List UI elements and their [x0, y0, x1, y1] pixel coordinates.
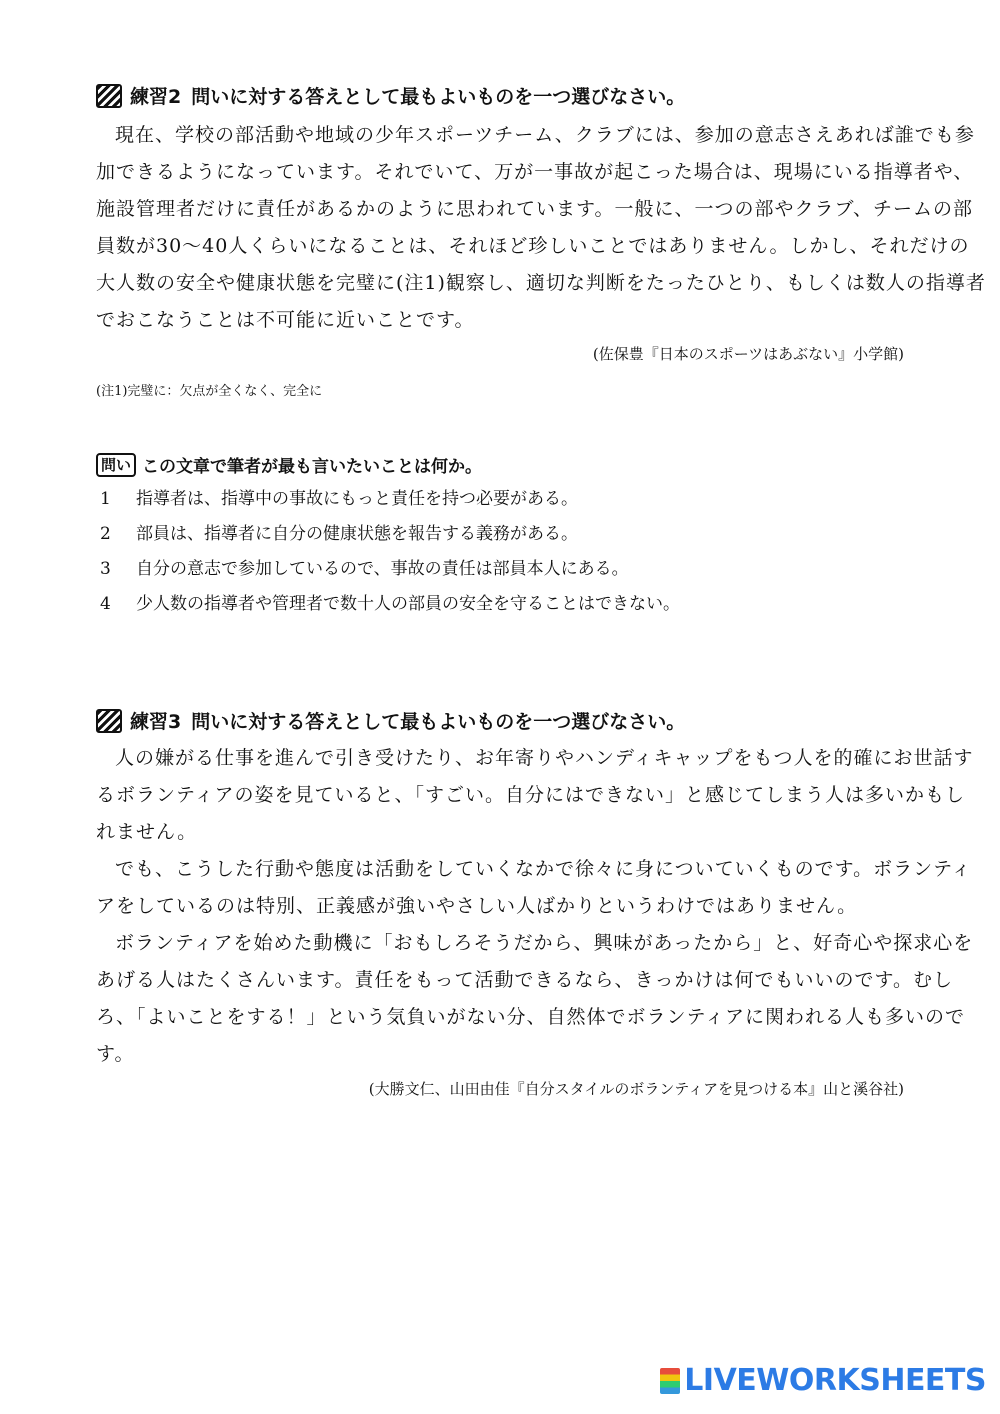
choice-item[interactable] — [96, 517, 680, 552]
exercise-hatch-icon — [96, 84, 122, 108]
logo-text: LIVEWORKSHEETS — [684, 1363, 986, 1398]
passage-line: 施設管理者だけに責任があるかのように思われています。一般に、一つの部やクラブ、チームの部 — [96, 198, 973, 220]
choice-text: 部員は、指導者に自分の健康状態を報告する義務がある。 — [136, 524, 578, 544]
choice-item[interactable] — [96, 552, 680, 587]
passage-line: るボランティアの姿を見ていると、「すごい。自分にはできない」と感じてしまう人は多いかもし — [96, 784, 965, 806]
exercise2-instruction: 問いに対する答えとして最もよいものを一つ選びなさい。 — [191, 86, 686, 108]
passage-line: 人の嫌がる仕事を進んで引き受けたり、お年寄りやハンディキャップをもつ人を的確にお世話す — [115, 747, 974, 769]
choice-text: 指導者は、指導中の事故にもっと責任を持つ必要がある。 — [136, 489, 578, 509]
exercise2-source: (佐保豊『日本のスポーツはあぶない』小学館) — [592, 345, 904, 363]
question-label: 問い — [96, 453, 136, 477]
choice-number: 1 — [100, 489, 111, 509]
passage-line: れません。 — [96, 821, 198, 843]
exercise-hatch-icon — [96, 709, 122, 733]
exercise3-instruction: 問いに対する答えとして最もよいものを一つ選びなさい。 — [191, 711, 686, 733]
choice-list — [96, 482, 680, 622]
exercise3-source: (大勝文仁、山田由佳『自分スタイルのボランティアを見つける本』山と溪谷社) — [368, 1080, 904, 1098]
exercise3-heading — [96, 707, 685, 734]
choice-item[interactable] — [96, 587, 680, 622]
choice-number: 4 — [100, 594, 111, 614]
exercise2-label: 練習2 — [130, 86, 182, 108]
passage-line: 大人数の安全や健康状態を完璧に(注1)観察し、適切な判断をたったひとり、もしくは数人の指導者 — [96, 272, 986, 294]
choice-text: 少人数の指導者や管理者で数十人の部員の安全を守ることはできない。 — [136, 594, 680, 614]
passage-line: あげる人はたくさんいます。責任をもって活動できるなら、きっかけは何でもいいのです。むし — [96, 969, 953, 991]
passage-line: 加できるようになっています。それでいて、万が一事故が起こった場合は、現場にいる指導者や、 — [96, 161, 974, 183]
exercise2-note: (注1)完璧に：欠点が全くなく、完全に — [96, 384, 323, 399]
exercise3-passage — [96, 740, 974, 1073]
passage-line: でおこなうことは不可能に近いことです。 — [96, 309, 475, 331]
passage-line: 現在、学校の部活動や地域の少年スポーツチーム、クラブには、参加の意志さえあれば誰でも参 — [115, 124, 975, 146]
passage-line: す。 — [96, 1043, 135, 1065]
passage-line: でも、こうした行動や態度は活動をしていくなかで徐々に身についていくものです。ボランティ — [115, 858, 972, 880]
choice-number: 3 — [100, 559, 111, 579]
question-text: この文章で筆者が最も言いたいことは何か。 — [142, 457, 483, 477]
liveworksheets-logo[interactable] — [660, 1363, 986, 1398]
question-heading — [96, 452, 482, 477]
choice-item[interactable] — [96, 482, 680, 517]
logo-mark-icon — [660, 1368, 680, 1394]
exercise2-heading — [96, 82, 685, 109]
passage-line: アをしているのは特別、正義感が強いやさしい人ばかりというわけではありません。 — [96, 895, 858, 917]
exercise3-label: 練習3 — [130, 711, 182, 733]
choice-number: 2 — [100, 524, 111, 544]
exercise2-passage — [96, 117, 986, 339]
passage-line: ろ、「よいことをする！」という気負いがない分、自然体でボランティアに関われる人も多いので — [96, 1006, 965, 1028]
passage-line: 員数が30～40人くらいになることは、それほど珍しいことではありません。しかし、それだけの — [96, 235, 970, 257]
choice-text: 自分の意志で参加しているので、事故の責任は部員本人にある。 — [136, 559, 629, 579]
passage-line: ボランティアを始めた動機に「おもしろそうだから、興味があったから」と、好奇心や探求心を — [115, 932, 974, 954]
